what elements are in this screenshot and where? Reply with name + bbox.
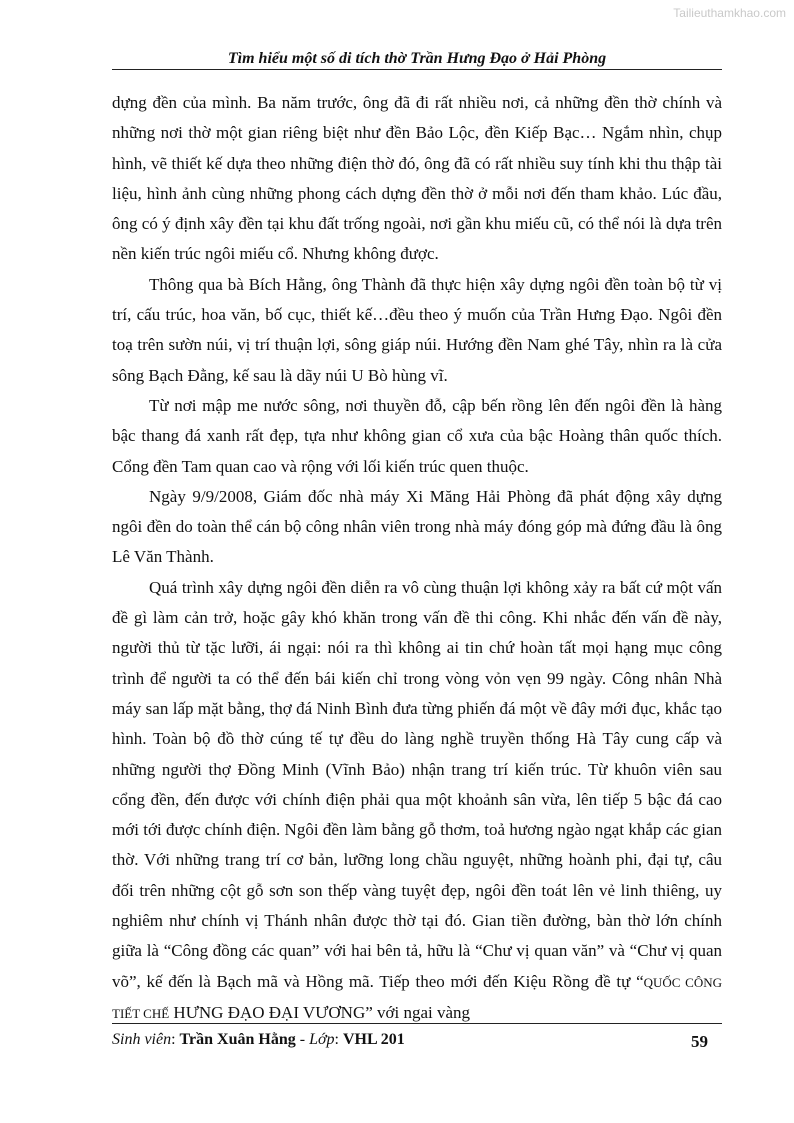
paragraph-5-tail: ” với ngai vàng — [365, 1002, 471, 1022]
footer-divider — [112, 1023, 722, 1024]
page-number: 59 — [691, 1032, 708, 1051]
footer-sep-2: - — [295, 1031, 310, 1048]
paragraph-1: dựng đền của mình. Ba năm trước, ông đã đi rất nhiều nơi, cả những đền thờ chính và những nơi thờ một gian riêng biệt như đền Bảo Lộc, đền Kiếp Bạc… Ngắm nhìn, chụp hình, vẽ thiết kế dựa theo những điện thờ đó, ông đã có rất nhiều suy tính khi thu thập tài liệu, hình ảnh cùng những phong cách dựng đền thờ ở mỗi nơi đến tham khảo. Lúc đầu, ông có ý định xây đền tại khu đất trống ngoài, nơi gần khu miếu cũ, có thể nói là dựa trên nền kiến trúc ngôi miếu cổ. Nhưng không được. — [112, 93, 722, 264]
page-header-title: Tìm hiểu một số di tích thờ Trần Hưng Đạo ở Hải Phòng — [227, 50, 607, 67]
paragraph-4: Ngày 9/9/2008, Giám đốc nhà máy Xi Măng Hải Phòng đã phát động xây dựng ngôi đền do toàn thể cán bộ công nhân viên trong nhà máy đóng góp mà đứng đầu là ông Lê Văn Thành. — [112, 486, 722, 567]
document-body — [112, 88, 722, 1029]
paragraph-3: Từ nơi mập me nước sông, nơi thuyền đỗ, cập bến rồng lên đến ngôi đền là hàng bậc thang đá xanh rất đẹp, tựa như không gian cổ xưa của bậc Hoàng thân quốc thích. Cổng đền Tam quan cao và rộng với lối kiến trúc quen thuộc. — [112, 395, 722, 476]
class-label: Lớp — [309, 1031, 335, 1048]
student-label: Sinh viên — [112, 1031, 172, 1048]
footer-sep-3: : — [334, 1031, 343, 1048]
footer-sep-1: : — [171, 1031, 180, 1048]
paragraph-2: Thông qua bà Bích Hằng, ông Thành đã thực hiện xây dựng ngôi đền toàn bộ từ vị trí, cấu trúc, hoa văn, bố cục, thiết kế…đều theo ý muốn của Trần Hưng Đạo. Ngôi đền toạ trên sườn núi, vị trí thuận lợi, sông giáp núi. Hướng đền Nam ghé Tây, nhìn ra là cửa sông Bạch Đằng, kế sau là dãy núi U Bò hùng vĩ. — [112, 274, 722, 385]
header-divider — [112, 69, 722, 70]
paragraph-5-title: HƯNG ĐẠO ĐẠI VƯƠNG — [169, 1002, 366, 1022]
watermark: Tailieuthamkhao.com — [673, 6, 786, 20]
paragraph-5-text: Quá trình xây dựng ngôi đền diễn ra vô cùng thuận lợi không xảy ra bất cứ một vấn đề gì làm cản trở, hoặc gây khó khăn trong vấn đề thi công. Khi nhắc đến vấn đề này, người thủ từ tặc lưỡi, ái ngại: nói ra thì không ai tin chứ hoàn tất mọi hạng mục công trình để người ta có thể đến bái kiến chỉ trong vòng vỏn vẹn 99 ngày. Công nhân Nhà máy san lấp mặt bằng, thợ đá Ninh Bình đưa từng phiến đá một về đây mới đục, khắc tạo hình. Toàn bộ đồ thờ cúng tế tự đều do làng nghề truyền thống Hà Tây cung cấp và những người thợ Đồng Minh (Vĩnh Bảo) nhận trang trí kiến trúc. Từ khuôn viên sau cổng đền, đến được với chính điện phải qua một khoảnh sân vừa, lên tiếp 5 bậc đá cao mới tới được chính điện. Ngôi đền làm bằng gỗ thơm, toả hương ngào ngạt khắp các gian thờ. Với những trang trí cơ bản, lưỡng long chầu nguyệt, những hoành phi, đại tự, câu đối trên những cột gỗ sơn son thếp vàng tuyệt đẹp, ngôi đền toát lên vẻ linh thiêng, uy nghiêm như chính vị Thánh nhân được thờ tại đó. Gian tiền đường, bàn thờ lớn chính giữa là “Công đồng các quan” với hai bên tả, hữu là “Chư vị quan văn” và “Chư vị quan võ”, kế đến là Bạch mã và Hồng mã. Tiếp theo mới đến Kiệu Rồng đề tự “ — [112, 577, 722, 991]
paragraph-5-smallcaps: QUỐC CÔNG TIẾT CHẾ — [112, 974, 723, 1021]
class-name: VHL 201 — [342, 1031, 405, 1048]
page-footer — [112, 1029, 722, 1051]
student-name: Trần Xuân Hằng — [179, 1031, 296, 1048]
paragraph-5 — [112, 573, 722, 1029]
